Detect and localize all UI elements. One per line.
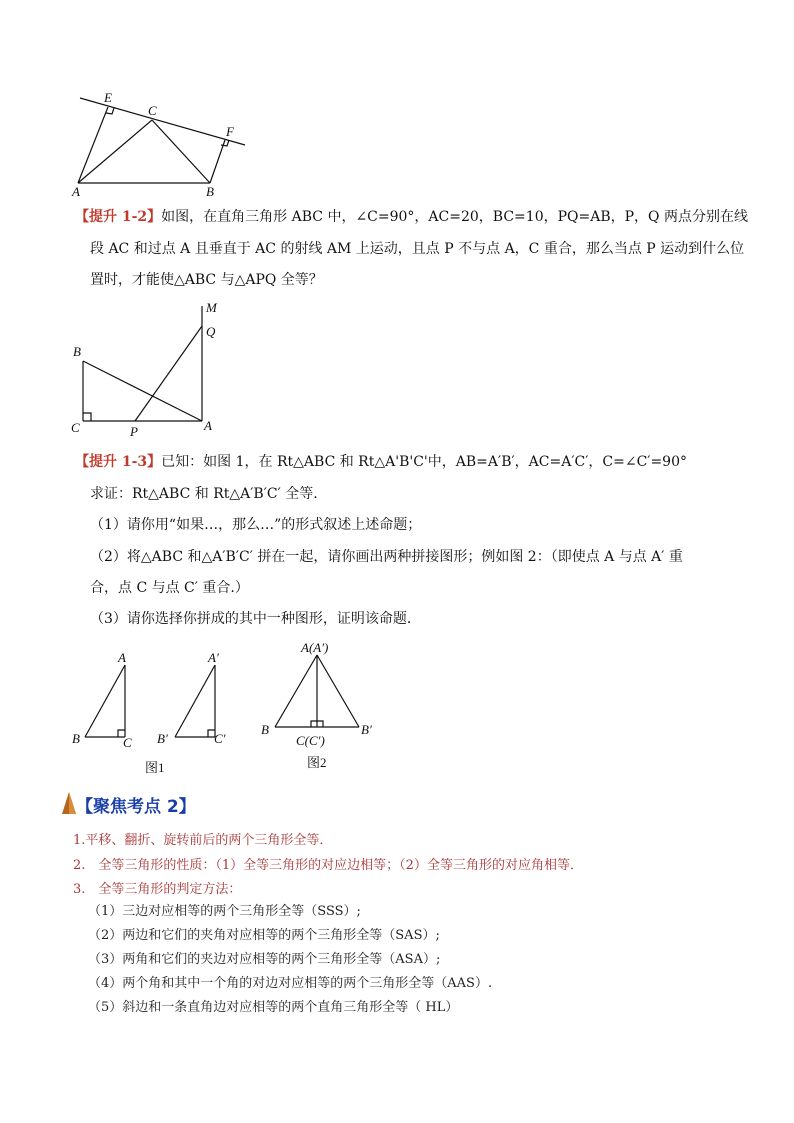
label-P: P [130,424,138,439]
label-C2: C [71,420,80,435]
problem-1-3-q3: （3）请你选择你拼成的其中一种图形，证明该命题． [90,611,421,627]
problem-1-3-line-1: 【提升 1-3】已知：如图 1，在 Rt△ABC 和 Rt△A'B'C'中，AB=A′B′，AC=A′C′，C=∠C′=90° [75,454,687,470]
label-A: A [72,184,80,199]
label-E: E [104,90,112,105]
fig3-label-C-prime: C′ [214,731,226,746]
figure-1 [60,88,260,200]
problem-1-2-tag: 【提升 1-2】 [75,209,162,225]
fig3-caption-1: 图1 [145,760,165,775]
fig3-label-CC: C(C′) [296,733,325,748]
problem-1-3-line-2: 求证：Rt△ABC 和 Rt△A′B′C′ 全等. [90,486,318,502]
method-hl: （5）斜边和一条直角边对应相等的两个直角三角形全等（ HL） [88,1000,459,1015]
section-icon [62,792,76,814]
method-asa: （3）两角和它们的夹边对应相等的两个三角形全等（ASA）; [88,952,441,967]
fig3-label-A-prime: A′ [208,650,219,665]
label-M: M [206,300,217,315]
section-2-item-2: 2. 全等三角形的性质：（1）全等三角形的对应边相等；（2）全等三角形的对应角相等． [73,858,583,873]
section-2-item-3: 3. 全等三角形的判定方法： [73,882,242,897]
label-A2: A [204,418,212,433]
label-B: B [206,184,214,199]
fig3-label-B: B [72,731,80,746]
fig3-label-C: C [123,735,132,750]
section-2-item-1: 1.平移、翻折、旋转前后的两个三角形全等． [73,833,333,848]
figure-2 [65,298,235,443]
problem-1-3-q2a: （2）将△ABC 和△A′B′C′ 拼在一起，请你画出两种拼接图形；例如图 2：（即使点 A 与点 A′ 重 [90,549,683,565]
problem-1-2-line-3: 置时，才能使△ABC 与△APQ 全等？ [90,272,323,288]
problem-1-3-q1: （1）请你用“如果…，那么…”的形式叙述上述命题； [90,517,422,533]
problem-1-3-tag: 【提升 1-3】 [75,454,162,470]
problem-1-2-line-2: 段 AC 和过点 A 且垂直于 AC 的射线 AM 上运动，且点 P 不与点 A，C 重合，那么当点 P 运动到什么位 [90,241,745,257]
label-F: F [226,124,234,139]
method-aas: （4）两个角和其中一个角的对边对应相等的两个三角形全等（AAS）. [88,976,493,991]
problem-1-2-line-1: 【提升 1-2】如图，在直角三角形 ABC 中，∠C=90°，AC=20，BC=10，PQ=AB，P，Q 两点分别在线 [75,209,748,225]
section-2-title: 【聚焦考点 2】 [76,797,196,817]
figure-3 [65,637,395,777]
method-sss: （1）三边对应相等的两个三角形全等（SSS）; [88,904,361,919]
label-B2: B [73,344,81,359]
fig3-caption-2: 图2 [307,755,327,770]
label-C: C [148,103,157,118]
problem-1-3-q2b: 合，点 C 与点 C′ 重合.） [90,580,249,596]
fig3-label-BR: B′ [361,722,372,737]
fig3-label-BL: B [261,722,269,737]
fig3-label-B-prime: B′ [157,731,168,746]
fig3-label-A: A [118,650,126,665]
label-Q: Q [206,324,216,339]
fig3-label-AA: A(A′) [301,640,329,655]
method-sas: （2）两边和它们的夹角对应相等的两个三角形全等（SAS）; [88,928,440,943]
